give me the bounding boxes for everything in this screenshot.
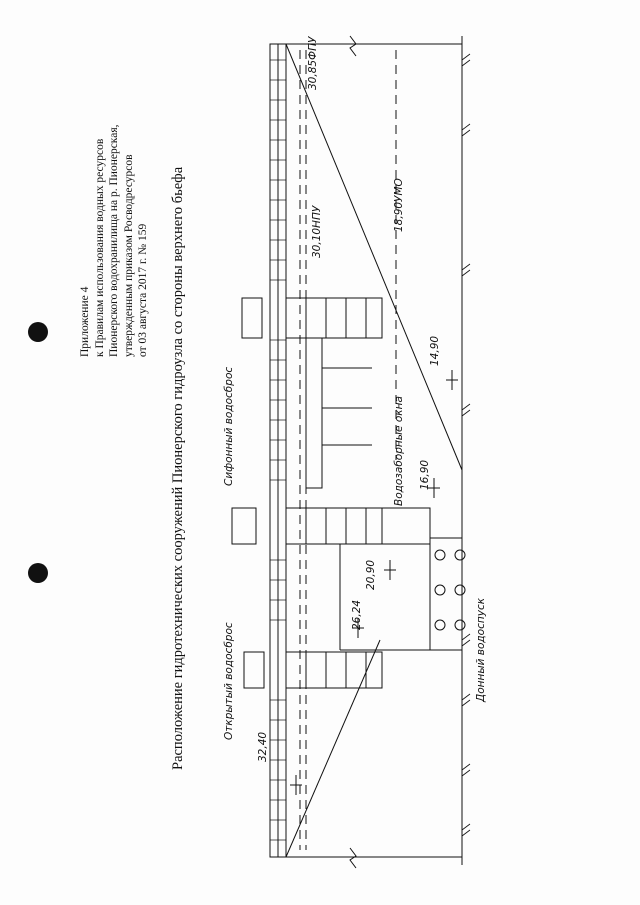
- appendix-line: к Правилам использования водных ресурсов: [93, 138, 106, 357]
- level-1490: 14,90: [429, 335, 441, 366]
- appendix-line: Приложение 4: [79, 286, 91, 357]
- appendix-line: от 03 августа 2017 г. № 159: [137, 223, 149, 357]
- appendix-line: Пионерского водохранилища на р. Пионерская,: [108, 124, 120, 357]
- level-2624: 26,24: [351, 599, 363, 630]
- level-fpu: 30,85ФПУ: [307, 36, 319, 90]
- label-bottom-outlet: Донный водоспуск: [475, 597, 487, 702]
- intake-frame: [382, 508, 430, 544]
- break-mark-bottom: [350, 848, 356, 868]
- siphon-top-block: [242, 298, 262, 338]
- central-top-block: [232, 508, 256, 544]
- level-umo: 18,90УМО: [393, 178, 405, 232]
- level-mark-2090: [384, 560, 396, 580]
- level-1690: 16,90: [419, 459, 431, 490]
- appendix-line: утвержденным приказом Росводресурсов: [122, 154, 135, 357]
- outlet-circles: [435, 550, 465, 630]
- break-mark-top: [350, 36, 356, 56]
- level-3240: 32,40: [257, 731, 269, 762]
- ground-hatching: [462, 54, 470, 836]
- level-mark-1490: [446, 370, 458, 390]
- open-spillway-top-block: [244, 652, 264, 688]
- siphon-housing: [286, 298, 382, 338]
- label-intake-windows: Водозаборные окна: [393, 396, 405, 506]
- level-2090: 20,90: [365, 559, 377, 590]
- page-title: Расположение гидротехнических сооружений Пионерского гидроузла со стороны верхнего бьефа: [170, 166, 186, 770]
- siphon-pier: [306, 338, 322, 488]
- label-open-spillway: Открытый водосброс: [223, 622, 235, 740]
- level-npu: 30,10НПУ: [311, 205, 323, 258]
- water-level-lines: [300, 50, 396, 850]
- label-siphon-spillway: Сифонный водосброс: [223, 366, 235, 486]
